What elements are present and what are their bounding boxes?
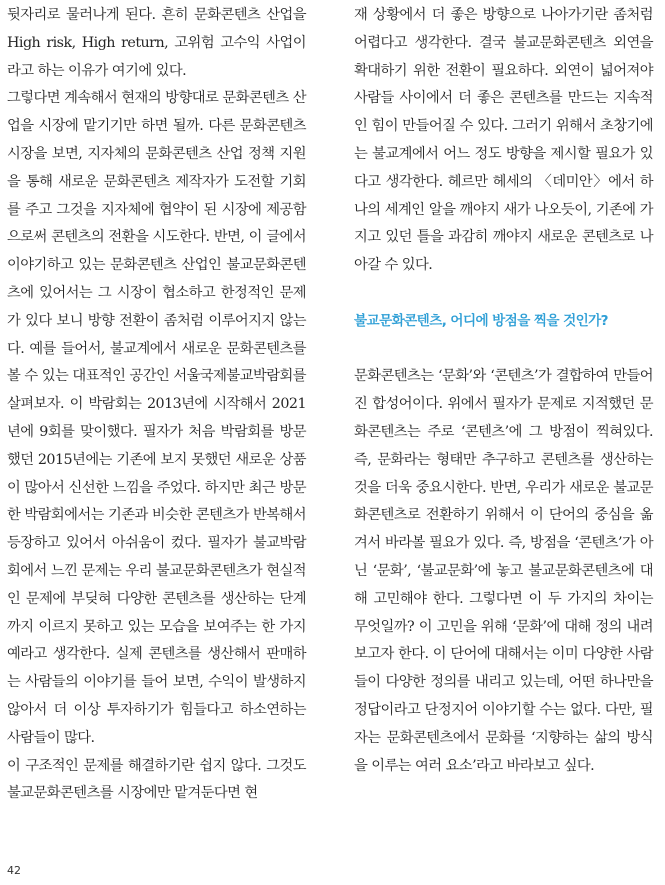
page-number: 42 [7,864,21,877]
body-paragraph: 그렇다면 계속해서 현재의 방향대로 문화콘텐츠 산업을 시장에 맡기기만 하면 될까. 다른 문화콘텐츠 시장을 보면, 지자체의 문화콘텐츠 산업 정책 지원을 통해 새로운 문화콘텐츠 제작자가 도전할 기회를 주고 그것을 지자체에 협약이 된 시장에 제공함으로써 콘텐츠의 전환을 시도한다. 반면, 이 글에서 이야기하고 있는 문화콘텐츠 산업인 불교문화콘텐츠에 있어서는 그 시장이 협소하고 한정적인 문제가 있다 보니 방향 전환이 좀처럼 이루어지지 않는다. 예를 들어서, 불교계에서 새로운 문화콘텐츠를 볼 수 있는 대표적인 공간인 서울국제불교박람회를 살펴보자. 이 박람회는 2013년에 시작해서 2021년에 9회를 맞이했다. 필자가 처음 박람회를 방문했던 2015년에는 기존에 보지 못했던 새로운 상품이 많아서 신선한 느낌을 주었다. 하지만 최근 방문한 박람회에서는 기존과 비슷한 콘텐츠가 반복해서 등장하고 있어서 아쉬움이 컸다. 필자가 불교박람회에서 느낀 문제는 우리 불교문화콘텐츠가 현실적인 문제에 부딪혀 다양한 콘텐츠를 생산하는 단계까지 이르지 못하고 있는 모습을 보여주는 한 가지 예라고 생각한다. 실제 콘텐츠를 생산해서 판매하는 사람들의 이야기를 들어 보면, 수익이 발생하지 않아서 더 이상 투자하기가 힘들다고 하소연하는 사람들이 많다. [7,90,306,746]
body-paragraph: 문화콘텐츠는 ‘문화’와 ‘콘텐츠’가 결합하여 만들어진 합성어이다. 위에서 필자가 문제로 지적했던 문화콘텐츠는 주로 ‘콘텐츠’에 그 방점이 찍혀있다. 즉, 문화라는 형태만 추구하고 콘텐츠를 생산하는 것을 더욱 중요시한다. 반면, 우리가 새로운 불교문화콘텐츠로 전환하기 위해서 이 단어의 중심을 옮겨서 바라볼 필요가 있다. 즉, 방점을 ‘콘텐츠’가 아닌 ‘문화’, ‘불교문화’에 놓고 불교문화콘텐츠에 대해 고민해야 한다. 그렇다면 이 두 가지의 차이는 무엇일까? 이 고민을 위해 ‘문화’에 대해 정의 내려 보고자 한다. 이 단어에 대해서는 이미 다양한 사람들이 다양한 정의를 내리고 있는데, 어떤 하나만을 정답이라고 단정지어 이야기할 수는 없다. 다만, 필자는 문화콘텐츠에서 문화를 ‘지향하는 삶의 방식을 이루는 여러 요소’라고 바라보고 싶다. [354,368,653,774]
body-paragraph: 이 구조적인 문제를 해결하기란 쉽지 않다. 그것도 불교문화콘텐츠를 시장에만 맡겨둔다면 현 [7,757,306,802]
body-paragraph: 재 상황에서 더 좋은 방향으로 나아가기란 좀처럼 어렵다고 생각한다. 결국 불교문화콘텐츠 외연을 확대하기 위한 전환이 필요하다. 외연이 넓어져야 사람들 사이에서 더 좋은 콘텐츠를 만드는 지속적인 힘이 만들어질 수 있다. 그러기 위해서 초창기에는 불교계에서 어느 정도 방향을 제시할 필요가 있다고 생각한다. 헤르만 헤세의 〈데미안〉에서 하나의 세계인 알을 깨야지 새가 나오듯이, 기존에 가지고 있던 틀을 과감히 깨야지 새로운 콘텐츠로 나아갈 수 있다. [354,7,653,274]
section-heading: 불교문화콘텐츠, 어디에 방점을 찍을 것인가? [354,312,608,329]
section-spacer [354,336,653,364]
body-paragraph: 뒷자리로 물러나게 된다. 흔히 문화콘텐츠 산업을 High risk, High return, 고위험 고수익 사업이라고 하는 이유가 여기에 있다. [7,7,306,79]
section-spacer [354,280,653,308]
left-text-column [7,2,306,808]
right-text-column [354,2,653,780]
